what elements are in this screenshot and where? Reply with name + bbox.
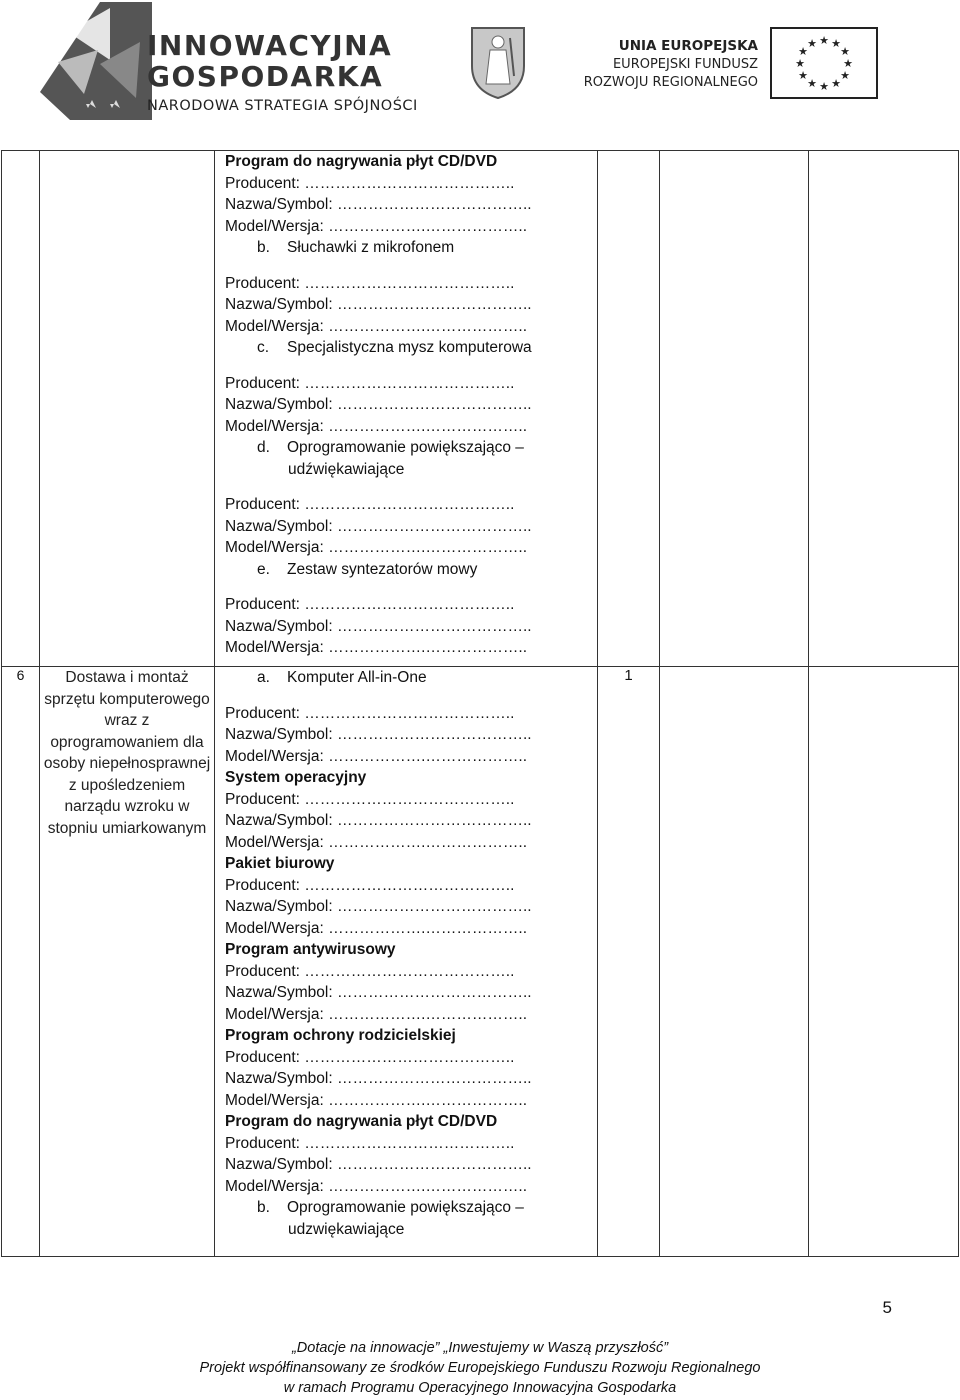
spec-subheading-text: Komputer All-in-One <box>287 669 427 686</box>
spec-field: Model/Wersja: ……………….……………….. <box>225 747 528 765</box>
svg-text:★: ★ <box>819 34 829 47</box>
spec-field: Model/Wersja: ……………….……………….. <box>225 639 528 656</box>
page-number: 5 <box>882 1298 892 1317</box>
empty-cell <box>809 667 959 1257</box>
spec-letter: d. <box>257 439 270 456</box>
spacer <box>225 480 597 494</box>
spec-field: Producent: ………………………………….. <box>225 1134 515 1152</box>
empty-cell <box>660 151 809 667</box>
spec-subheading-continued: udźwiękawiające <box>288 460 405 478</box>
spec-subheading <box>225 667 597 689</box>
eu-fund-line1: EUROPEJSKI FUNDUSZ <box>612 57 758 72</box>
spacer <box>225 689 597 703</box>
spec-field: Producent: ………………………………….. <box>225 876 515 894</box>
spec-subheading-text: Oprogramowanie powiększająco – <box>287 1199 524 1216</box>
lp-cell: 6 <box>2 667 40 1257</box>
spec-field: Model/Wersja: ……………….……………….. <box>225 539 528 556</box>
spec-subheading <box>225 559 597 581</box>
svg-text:★: ★ <box>798 45 808 58</box>
spec-heading: Program antywirusowy <box>225 941 396 958</box>
spec-field: Nazwa/Symbol: ……………………………….. <box>225 396 532 413</box>
innowacyjna-gospodarka-text <box>147 30 418 114</box>
spec-heading: Program do nagrywania płyt CD/DVD <box>225 153 498 170</box>
spec-subheading <box>225 1197 597 1219</box>
spec-field: Model/Wersja: ……………….……………….. <box>225 1091 528 1109</box>
spec-field: Nazwa/Symbol: ……………………………….. <box>225 196 532 213</box>
spec-subheading-continued: udzwiękawiające <box>288 1220 405 1238</box>
spec-subheading <box>225 337 597 359</box>
spec-field: Nazwa/Symbol: ……………………………….. <box>225 812 532 829</box>
innowacyjna-gospodarka-logo-icon <box>40 2 152 124</box>
spec-subheading-text: Specjalistyczna mysz komputerowa <box>287 339 532 356</box>
spec-field: Model/Wersja: ……………….……………….. <box>225 417 528 435</box>
spec-field: Model/Wersja: ……………….……………….. <box>225 217 528 235</box>
lp-cell <box>2 151 40 667</box>
spec-field: Model/Wersja: ……………….……………….. <box>225 833 528 851</box>
spec-field: Model/Wersja: ……………….……………….. <box>225 1005 528 1023</box>
svg-text:★: ★ <box>798 69 808 82</box>
coat-of-arms-icon <box>470 26 526 100</box>
eu-title: UNIA EUROPEJSKA <box>618 38 758 54</box>
spec-field: Model/Wersja: ……………….……………….. <box>225 919 528 937</box>
spec-field: Model/Wersja: ……………….……………….. <box>225 317 528 335</box>
svg-text:★: ★ <box>819 80 829 93</box>
svg-text:★: ★ <box>795 57 805 70</box>
name-cell: Dostawa i montaż sprzętu komputerowego wraz z oprogramowaniem dla osoby niepełnosprawnej z upośledzeniem narządu wzroku w stopniu umiarkowanym <box>40 667 215 1257</box>
spec-field: Producent: ………………………………….. <box>225 374 515 392</box>
svg-text:★: ★ <box>843 57 853 70</box>
spec-field: Producent: ………………………………….. <box>225 174 515 192</box>
spec-field: Nazwa/Symbol: ……………………………….. <box>225 898 532 915</box>
spec-list-main <box>215 667 597 1240</box>
spec-letter: c. <box>257 339 270 356</box>
spec-field: Nazwa/Symbol: ……………………………….. <box>225 517 532 535</box>
spec-list-top <box>215 151 597 659</box>
spec-field: Nazwa/Symbol: ……………………………….. <box>225 984 532 1001</box>
empty-cell <box>809 151 959 667</box>
spec-field: Producent: ………………………………….. <box>225 596 515 613</box>
spec-letter: b. <box>257 1199 270 1216</box>
svg-text:★: ★ <box>840 45 850 58</box>
eu-text <box>580 37 758 92</box>
spacer <box>225 259 597 273</box>
spacer <box>225 359 597 373</box>
spec-field: Producent: ………………………………….. <box>225 790 515 808</box>
page-footer <box>0 1338 960 1398</box>
spec-subheading-text: Oprogramowanie powiększająco – <box>287 439 524 456</box>
spec-subheading-text: Zestaw syntezatorów mowy <box>287 560 478 578</box>
empty-cell <box>660 667 809 1257</box>
svg-text:★: ★ <box>840 69 850 82</box>
spec-letter: e. <box>257 560 270 578</box>
spec-cell <box>215 667 598 1257</box>
svg-text:★: ★ <box>807 37 817 50</box>
spec-field: Producent: ………………………………….. <box>225 962 515 980</box>
eu-fund-line2: ROZWOJU REGIONALNEGO <box>583 75 758 90</box>
page-header <box>0 0 960 140</box>
spec-letter: b. <box>257 239 270 256</box>
spec-field: Nazwa/Symbol: ……………………………….. <box>225 1070 532 1087</box>
qty-cell: 1 <box>598 667 660 1257</box>
spec-heading: Pakiet biurowy <box>225 855 335 872</box>
svg-text:★: ★ <box>831 37 841 50</box>
spec-field: Model/Wersja: ……………….……………….. <box>225 1177 528 1195</box>
eu-flag-icon <box>770 27 878 99</box>
spec-subheading <box>225 237 597 259</box>
spec-cell <box>215 151 598 667</box>
spec-field: Producent: ………………………………….. <box>225 704 515 722</box>
spec-field: Producent: ………………………………….. <box>225 1048 515 1066</box>
logo-subtitle: NARODOWA STRATEGIA SPÓJNOŚCI <box>147 98 418 114</box>
spec-field: Nazwa/Symbol: ……………………………….. <box>225 296 532 313</box>
svg-text:★: ★ <box>831 77 841 90</box>
table-row <box>2 667 959 1257</box>
name-cell <box>40 151 215 667</box>
spec-field: Nazwa/Symbol: ……………………………….. <box>225 617 532 635</box>
spec-field: Nazwa/Symbol: ……………………………….. <box>225 726 532 743</box>
table-row <box>2 151 959 667</box>
footer-line3: w ramach Programu Operacyjnego Innowacyjna Gospodarka <box>283 1380 677 1396</box>
spec-subheading <box>225 437 597 459</box>
spec-heading: Program ochrony rodzicielskiej <box>225 1027 456 1044</box>
spec-heading: Program do nagrywania płyt CD/DVD <box>225 1113 498 1130</box>
spec-field: Nazwa/Symbol: ……………………………….. <box>225 1156 532 1173</box>
logo-line2: GOSPODARKA <box>147 60 384 93</box>
spec-field: Producent: ………………………………….. <box>225 274 515 292</box>
footer-line2: Projekt współfinansowany ze środków Europejskiego Funduszu Rozwoju Regionalnego <box>199 1360 761 1376</box>
specification-table <box>1 150 959 1257</box>
spec-subheading-text: Słuchawki z mikrofonem <box>287 239 455 256</box>
svg-text:★: ★ <box>807 77 817 90</box>
qty-cell <box>598 151 660 667</box>
spec-letter: a. <box>257 669 270 686</box>
spacer <box>225 580 597 594</box>
footer-line1: „Dotacje na innowacje” „Inwestujemy w Waszą przyszłość” <box>291 1340 669 1356</box>
logo-line1: INNOWACYJNA <box>147 29 393 62</box>
spec-heading: System operacyjny <box>225 769 367 786</box>
spec-field: Producent: ………………………………….. <box>225 496 515 513</box>
